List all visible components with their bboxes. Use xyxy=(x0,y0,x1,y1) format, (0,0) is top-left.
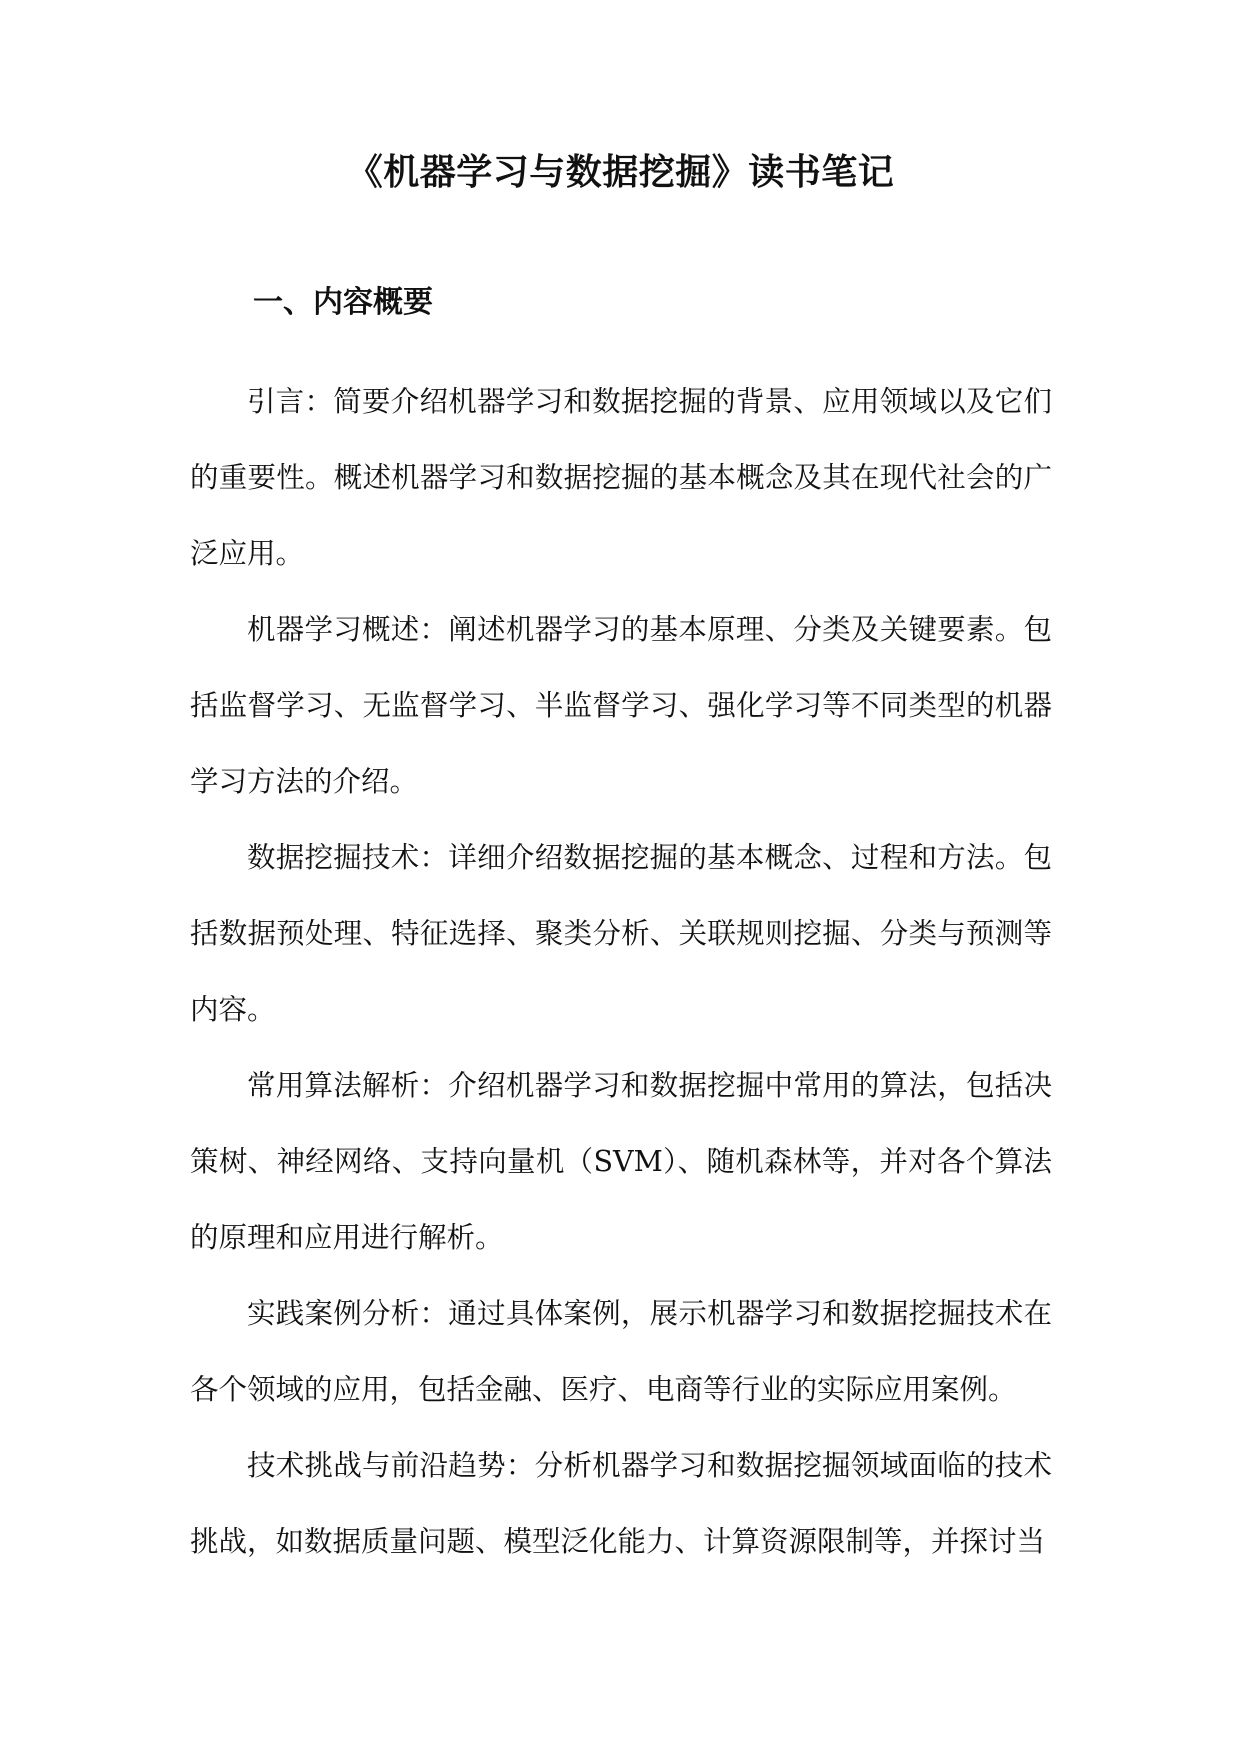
document-body xyxy=(190,364,1052,1580)
paragraph-algorithms: 常用算法解析：介绍机器学习和数据挖掘中常用的算法，包括决策树、神经网络、支持向量机（SVM）、随机森林等，并对各个算法的原理和应用进行解析。 xyxy=(190,1069,1052,1254)
section-heading: 一、内容概要 xyxy=(253,285,433,320)
paragraph-data-mining: 数据挖掘技术：详细介绍数据挖掘的基本概念、过程和方法。包括数据预处理、特征选择、聚类分析、关联规则挖掘、分类与预测等内容。 xyxy=(190,841,1052,1026)
paragraph-ml-overview: 机器学习概述：阐述机器学习的基本原理、分类及关键要素。包括监督学习、无监督学习、半监督学习、强化学习等不同类型的机器学习方法的介绍。 xyxy=(190,613,1052,798)
paragraph-case-studies: 实践案例分析：通过具体案例，展示机器学习和数据挖掘技术在各个领域的应用，包括金融、医疗、电商等行业的实际应用案例。 xyxy=(190,1297,1052,1406)
paragraph-challenges: 技术挑战与前沿趋势：分析机器学习和数据挖掘领域面临的技术挑战，如数据质量问题、模型泛化能力、计算资源限制等，并探讨当 xyxy=(190,1449,1052,1558)
paragraph-introduction: 引言：简要介绍机器学习和数据挖掘的背景、应用领域以及它们的重要性。概述机器学习和数据挖掘的基本概念及其在现代社会的广泛应用。 xyxy=(190,385,1052,570)
document-title: 《机器学习与数据挖掘》读书笔记 xyxy=(346,151,895,193)
